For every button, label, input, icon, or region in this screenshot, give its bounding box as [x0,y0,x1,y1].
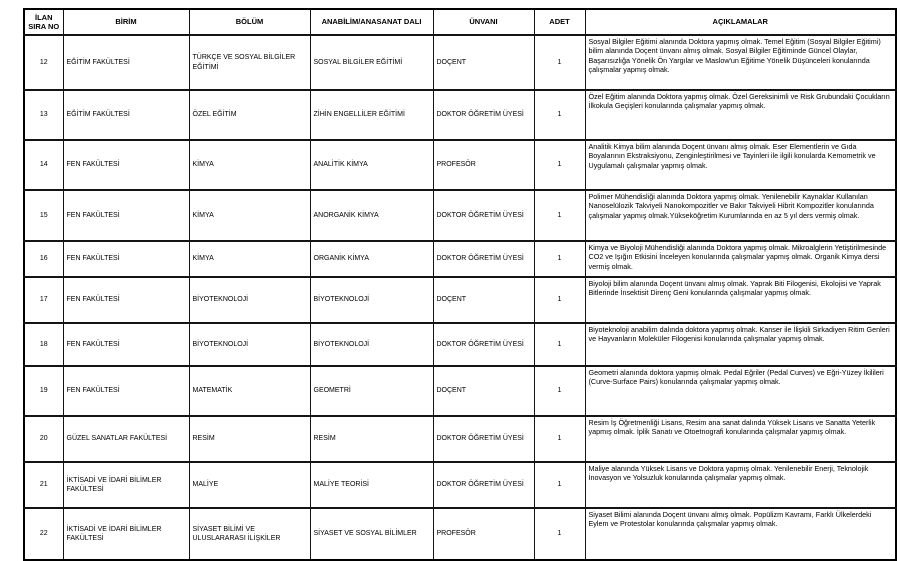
cell-aciklama: Özel Eğitim alanında Doktora yapmış olmak. Özel Gereksinimli ve Risk Grubundaki Çocukların İlkokula Geçişleri konularında çalışmalar yapmış olmak. [585,90,896,140]
cell-anabilim: SOSYAL BİLGİLER EĞİTİMİ [310,35,433,90]
cell-birim: İKTİSADİ VE İDARİ BİLİMLER FAKÜLTESİ [63,508,189,560]
cell-bolum: BİYOTEKNOLOJİ [189,277,310,323]
header-row [24,9,896,35]
cell-aciklama: Polimer Mühendisliği alanında Doktora yapmış olmak. Yenilenebilir Kaynaklar Kullanılan Nanoselülozik Takviyeli Nanokompozitler ve Bakır Takviyeli Hibrit Kompozitler konularında çalışmalar yapmış olmak.Yükseköğretim Kurumlarında en az 5 yıl ders vermiş olmak. [585,190,896,241]
cell-ilan-sira-no: 22 [24,508,63,560]
cell-ilan-sira-no: 19 [24,366,63,416]
cell-bolum: SİYASET BİLİMİ VE ULUSLARARASI İLİŞKİLER [189,508,310,560]
cell-unvani: DOÇENT [433,366,534,416]
cell-bolum: BİYOTEKNOLOJİ [189,323,310,366]
cell-aciklama: Biyoteknoloji anabilim dalında doktora yapmış olmak. Kanser ile İlişkili Sirkadiyen Ritim Genleri ve Hayvanların Moleküler Filogenisi konularında çalışmalar yapmış olmak. [585,323,896,366]
cell-unvani: PROFESÖR [433,140,534,190]
cell-anabilim: GEOMETRİ [310,366,433,416]
table-row [24,241,896,277]
cell-ilan-sira-no: 15 [24,190,63,241]
cell-bolum: KİMYA [189,190,310,241]
cell-anabilim: BİYOTEKNOLOJİ [310,277,433,323]
cell-unvani: PROFESÖR [433,508,534,560]
cell-aciklama: Geometri alanında doktora yapmış olmak. Pedal Eğriler (Pedal Curves) ve Eğri-Yüzey İkilileri (Curve-Surface Pairs) konularında çalışmalar yapmış olmak. [585,366,896,416]
cell-ilan-sira-no: 20 [24,416,63,462]
cell-unvani: DOKTOR ÖĞRETİM ÜYESİ [433,90,534,140]
table-row [24,366,896,416]
cell-bolum: KİMYA [189,241,310,277]
cell-anabilim: ANALİTİK KİMYA [310,140,433,190]
table-row [24,140,896,190]
cell-bolum: KİMYA [189,140,310,190]
cell-birim: İKTİSADİ VE İDARİ BİLİMLER FAKÜLTESİ [63,462,189,508]
table-body [24,35,896,560]
col-header-bolum: BÖLÜM [189,9,310,35]
cell-anabilim: BİYOTEKNOLOJİ [310,323,433,366]
cell-bolum: MATEMATİK [189,366,310,416]
cell-aciklama: Biyoloji bilim alanında Doçent ünvanı almış olmak. Yaprak Biti Filogenisi, Ekolojisi ve Yaprak Bitlerinde İnsektisit Direnç Geni konularında çalışmalar yapmış olmak. [585,277,896,323]
cell-unvani: DOÇENT [433,277,534,323]
cell-aciklama: Siyaset Bilimi alanında Doçent ünvanı almış olmak. Popülizm Kavramı, Farklı Ülkelerdeki Eylem ve Protestolar konularında çalışmalar yapmış olmak. [585,508,896,560]
col-header-birim: BİRİM [63,9,189,35]
cell-birim: FEN FAKÜLTESİ [63,190,189,241]
cell-birim: FEN FAKÜLTESİ [63,323,189,366]
cell-ilan-sira-no: 16 [24,241,63,277]
cell-bolum: RESİM [189,416,310,462]
cell-birim: EĞİTİM FAKÜLTESİ [63,35,189,90]
cell-anabilim: MALİYE TEORİSİ [310,462,433,508]
cell-ilan-sira-no: 14 [24,140,63,190]
table-row [24,277,896,323]
cell-birim: FEN FAKÜLTESİ [63,241,189,277]
cell-anabilim: ORGANİK KİMYA [310,241,433,277]
table-row [24,416,896,462]
cell-unvani: DOKTOR ÖĞRETİM ÜYESİ [433,416,534,462]
cell-bolum: ÖZEL EĞİTİM [189,90,310,140]
cell-aciklama: Resim İş Öğretmenliği Lisans, Resim ana sanat dalında Yüksek Lisans ve Sanatta Yeterlik yapmış olmak. İplik Sanatı ve Otoetnografi konularında çalışmalar yapmış olmak. [585,416,896,462]
cell-adet: 1 [534,508,585,560]
cell-adet: 1 [534,366,585,416]
cell-unvani: DOKTOR ÖĞRETİM ÜYESİ [433,462,534,508]
cell-bolum: MALİYE [189,462,310,508]
cell-aciklama: Maliye alanında Yüksek Lisans ve Doktora yapmış olmak. Yenilenebilir Enerji, Teknolojik İnovasyon ve Yolsuzluk konularında çalışmalar yapmış olmak. [585,462,896,508]
cell-adet: 1 [534,277,585,323]
cell-birim: FEN FAKÜLTESİ [63,277,189,323]
cell-unvani: DOKTOR ÖĞRETİM ÜYESİ [433,323,534,366]
cell-aciklama: Kimya ve Biyoloji Mühendisliği alanında Doktora yapmış olmak. Mikroalglerin Yetiştirilmesinde CO2 ve Işığın Etkisini İnceleyen konularında çalışmalar yapmış olmak. Organik Kimya dersi vermiş olmak. [585,241,896,277]
table-row [24,462,896,508]
cell-adet: 1 [534,90,585,140]
cell-aciklama: Analitik Kimya bilim alanında Doçent ünvanı almış olmak. Eser Elementlerin ve Gıda Boyalarının Ekstraksiyonu, Zenginleştirilmesi ve Tayinleri ile ilgili konularda Kemometrik ve Uygulamalı çalışmalar yapmış olmak. [585,140,896,190]
table-row [24,35,896,90]
cell-unvani: DOKTOR ÖĞRETİM ÜYESİ [433,190,534,241]
job-postings-table [23,8,897,561]
col-header-anabilim-anasanat-dali: ANABİLİM/ANASANAT DALI [310,9,433,35]
cell-birim: FEN FAKÜLTESİ [63,366,189,416]
cell-anabilim: RESİM [310,416,433,462]
col-header-aciklamalar: AÇIKLAMALAR [585,9,896,35]
cell-adet: 1 [534,462,585,508]
cell-aciklama: Sosyal Bilgiler Eğitimi alanında Doktora yapmış olmak. Temel Eğitim (Sosyal Bilgiler Eğitimi) bilim alanında Doçent ünvanı almış olmak. Sosyal Bilgiler Eğitiminde Güncel Olaylar, Başarısızlığa Yönelik Ön Yargılar ve Maslow'un Eğitime Yönelik Düşünceleri konularında çalışmalar yapmış olmak. [585,35,896,90]
cell-ilan-sira-no: 17 [24,277,63,323]
cell-anabilim: ANORGANİK KİMYA [310,190,433,241]
cell-ilan-sira-no: 13 [24,90,63,140]
table-row [24,90,896,140]
cell-adet: 1 [534,140,585,190]
cell-unvani: DOÇENT [433,35,534,90]
cell-birim: GÜZEL SANATLAR FAKÜLTESİ [63,416,189,462]
cell-adet: 1 [534,241,585,277]
cell-ilan-sira-no: 12 [24,35,63,90]
cell-birim: EĞİTİM FAKÜLTESİ [63,90,189,140]
cell-adet: 1 [534,416,585,462]
table-row [24,190,896,241]
cell-anabilim: ZİHİN ENGELLİLER EĞİTİMİ [310,90,433,140]
cell-bolum: TÜRKÇE VE SOSYAL BİLGİLER EĞİTİMİ [189,35,310,90]
cell-anabilim: SİYASET VE SOSYAL BİLİMLER [310,508,433,560]
table-header [24,9,896,35]
col-header-unvani: ÜNVANI [433,9,534,35]
col-header-adet: ADET [534,9,585,35]
cell-adet: 1 [534,323,585,366]
col-header-ilan-sira-no: İLAN SIRA NO [24,9,63,35]
cell-birim: FEN FAKÜLTESİ [63,140,189,190]
table-row [24,323,896,366]
cell-ilan-sira-no: 18 [24,323,63,366]
cell-unvani: DOKTOR ÖĞRETİM ÜYESİ [433,241,534,277]
cell-adet: 1 [534,190,585,241]
cell-ilan-sira-no: 21 [24,462,63,508]
cell-adet: 1 [534,35,585,90]
table-row [24,508,896,560]
